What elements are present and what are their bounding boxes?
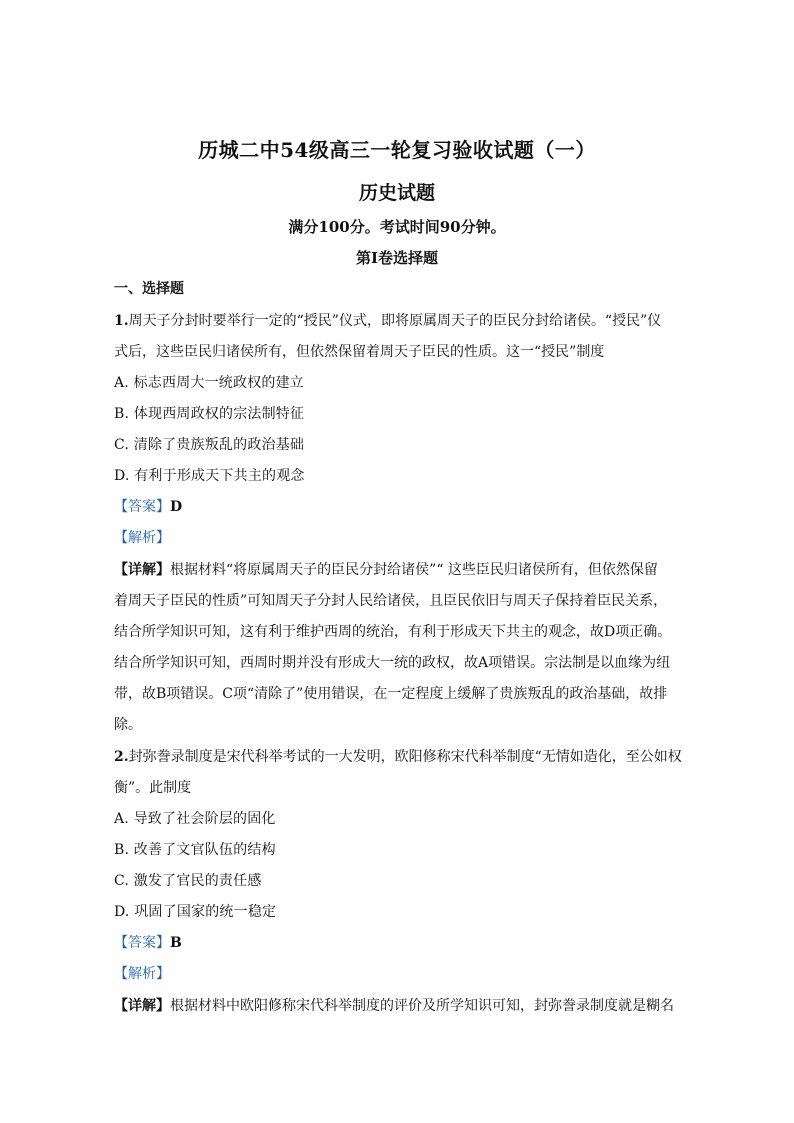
answer-value: B xyxy=(170,935,182,951)
question-1-option-a: A. 标志西周大一统政权的建立 xyxy=(114,375,305,391)
question-2-option-c: C. 激发了官民的责任感 xyxy=(114,873,262,889)
question-2-option-a: A. 导致了社会阶层的固化 xyxy=(114,811,276,827)
subject-title: 历史试题 xyxy=(358,182,435,204)
question-1-stem-line-1: 1.周天子分封时要举行一定的“授民”仪式，即将原属周天子的臣民分封给诸侯。“授民”仪 xyxy=(114,313,662,329)
exam-title: 历城二中54级高三一轮复习验收试题（一） xyxy=(198,138,596,162)
question-1-stem-line-2: 式后，这些臣民归诸侯所有，但依然保留着周天子臣民的性质。这一“授民”制度 xyxy=(114,344,605,360)
question-1-detail-line-1: 【详解】根据材料“将原属周天子的臣民分封给诸侯”“ 这些臣民归诸侯所有，但依然保留 xyxy=(114,562,658,578)
question-1-option-c: C. 清除了贵族叛乱的政治基础 xyxy=(114,437,305,453)
question-2-stem-line-1: 2.封弥誊录制度是宋代科举考试的一大发明，欧阳修称宋代科举制度“无情如造化，至公如权 xyxy=(114,749,682,765)
question-2-answer xyxy=(114,933,684,953)
question-2-analysis-tag: 【解析】 xyxy=(114,966,170,982)
question-1-answer xyxy=(114,497,684,517)
question-1-detail-line-5: 带，故B项错误。C项“清除了”使用错误，在一定程度上缓解了贵族叛乱的政治基础，故排 xyxy=(114,686,668,702)
question-1-detail-line-4: 结合所学知识可知，西周时期并没有形成大一统的政权，故A项错误。宗法制是以血缘为纽 xyxy=(114,655,671,671)
question-2-option-d: D. 巩固了国家的统一稳定 xyxy=(114,904,277,920)
answer-tag: 【答案】 xyxy=(114,935,170,951)
question-2-number: 2. xyxy=(114,749,129,765)
detail-tag: 【详解】 xyxy=(114,562,170,578)
question-2-option-b: B. 改善了文官队伍的结构 xyxy=(114,842,276,858)
answer-value: D xyxy=(170,499,183,515)
section-heading: 一、选择题 xyxy=(114,281,184,297)
question-1-detail-line-2: 着周天子臣民的性质”可知周天子分封人民给诸侯，且臣民依旧与周天子保持着臣民关系， xyxy=(114,593,668,609)
question-1-detail-line-6: 除。 xyxy=(114,717,142,733)
question-2-stem-line-2: 衡”。此制度 xyxy=(114,780,192,796)
detail-tag: 【详解】 xyxy=(114,998,170,1014)
question-1-number: 1. xyxy=(114,313,129,329)
question-2-detail-line-1: 【详解】根据材料中欧阳修称宋代科举制度的评价及所学知识可知，封弥誊录制度就是糊名 xyxy=(114,998,674,1014)
exam-info: 满分100分。考试时间90分钟。 xyxy=(288,218,506,236)
question-1-analysis-tag: 【解析】 xyxy=(114,530,170,546)
question-1-option-b: B. 体现西周政权的宗法制特征 xyxy=(114,406,305,422)
question-1-option-d: D. 有利于形成天下共主的观念 xyxy=(114,468,305,484)
question-1-detail-line-3: 结合所学知识可知，这有利于维护西周的统治，有利于形成天下共主的观念，故D项正确。 xyxy=(114,624,672,640)
answer-tag: 【答案】 xyxy=(114,499,170,515)
part-title: 第I卷选择题 xyxy=(355,249,439,267)
